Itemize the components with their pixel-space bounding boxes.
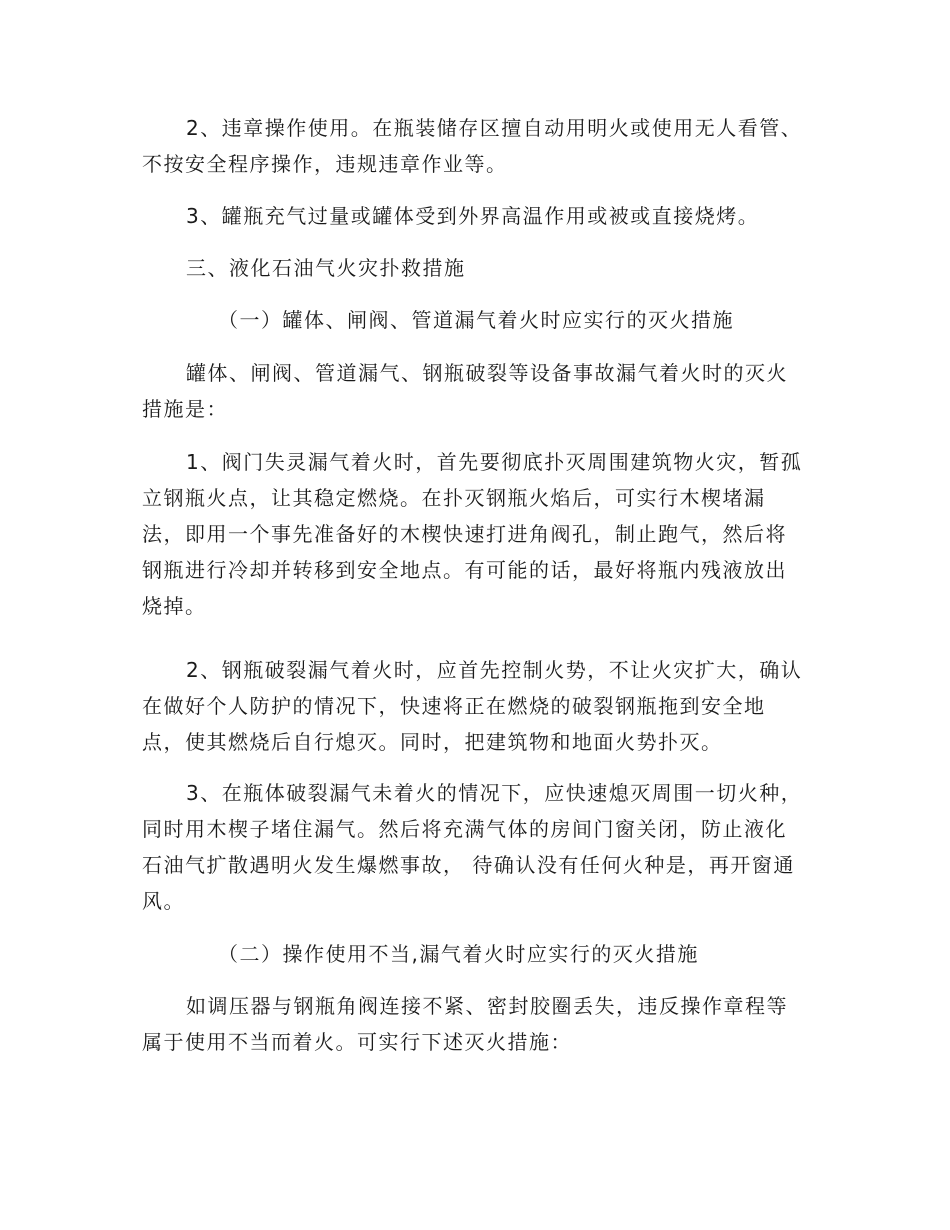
- paragraph-valve-failure: [142, 444, 812, 624]
- text-line: 三、液化石油气火灾扑救措施: [186, 256, 466, 280]
- paragraph-equipment-leak: [142, 355, 812, 427]
- subsection-heading-two: [142, 936, 812, 972]
- text-line: 石油气扩散遇明火发生爆燃事故， 待确认没有任何火种是，再开窗通: [142, 853, 795, 877]
- paragraph-improper-use: [142, 988, 812, 1060]
- text-line: （一）罐体、闸阀、管道漏气着火时应实行的灭火措施: [218, 308, 734, 332]
- text-line: 属于使用不当而着火。可实行下述灭火措施：: [142, 1030, 572, 1054]
- text-line: 1、阀门失灵漏气着火时，首先要彻底扑灭周围建筑物火灾，暂孤: [186, 450, 803, 474]
- text-line: 3、罐瓶充气过量或罐体受到外界高温作用或被或直接烧烤。: [186, 204, 760, 228]
- text-line: 罐体、闸阀、管道漏气、钢瓶破裂等设备事故漏气着火时的灭火: [186, 361, 788, 385]
- paragraph-overfill: [142, 198, 812, 234]
- text-line: 3、在瓶体破裂漏气未着火的情况下，应快速熄灭周围一切火种，: [186, 781, 803, 805]
- subsection-heading-one: [142, 302, 812, 338]
- paragraph-violation-operation: [142, 110, 812, 182]
- paragraph-leak-no-fire: [142, 775, 812, 919]
- text-line: 钢瓶进行冷却并转移到安全地点。有可能的话，最好将瓶内残液放出: [142, 558, 787, 582]
- text-line: 风。: [142, 889, 185, 913]
- text-line: 法，即用一个事先准备好的木楔快速打进角阀孔，制止跑气，然后将: [142, 522, 787, 546]
- text-line: 点，使其燃烧后自行熄灭。同时，把建筑物和地面火势扑灭。: [142, 730, 723, 754]
- text-line: 2、违章操作使用。在瓶装储存区擅自动用明火或使用无人看管、: [186, 116, 803, 140]
- text-line: 在做好个人防护的情况下，快速将正在燃烧的破裂钢瓶拖到安全地: [142, 694, 766, 718]
- text-line: 同时用木楔子堵住漏气。然后将充满气体的房间门窗关闭，防止液化: [142, 817, 787, 841]
- text-line: 如调压器与钢瓶角阀连接不紧、密封胶圈丢失，违反操作章程等: [186, 994, 788, 1018]
- text-line: 立钢瓶火点，让其稳定燃烧。在扑灭钢瓶火焰后，可实行木楔堵漏: [142, 486, 766, 510]
- text-line: 不按安全程序操作，违规违章作业等。: [142, 152, 508, 176]
- text-line: （二）操作使用不当,漏气着火时应实行的灭火措施: [218, 942, 699, 966]
- section-heading: [142, 250, 812, 286]
- text-line: 措施是：: [142, 397, 228, 421]
- text-line: 烧掉。: [142, 594, 207, 618]
- text-line: 2、钢瓶破裂漏气着火时，应首先控制火势，不让火灾扩大，确认: [186, 658, 803, 682]
- paragraph-cylinder-rupture: [142, 652, 812, 760]
